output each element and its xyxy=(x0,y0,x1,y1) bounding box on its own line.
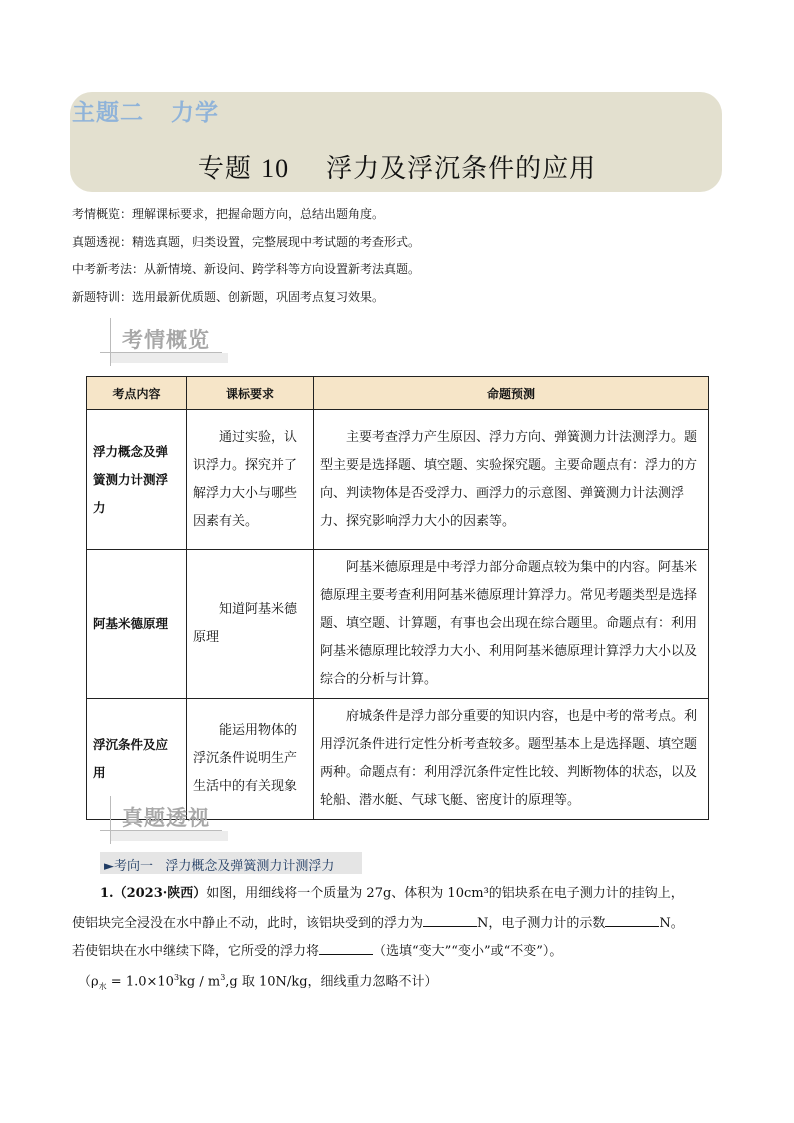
direction-label: 考向一 浮力概念及弹簧测力计测浮力 xyxy=(114,859,335,874)
answer-blank[interactable] xyxy=(319,940,373,955)
title-prefix: 专题 xyxy=(197,154,252,184)
question-text: 如图，用细线将一个质量为 27g、体积为 10cm³的铝块系在电子测力计的挂钩上， xyxy=(206,886,684,901)
question-number: 1. xyxy=(100,886,114,901)
topic-cell: 浮沉条件及应用 xyxy=(87,699,187,820)
title-main: 浮力及浮沉条件的应用 xyxy=(326,154,597,184)
prediction-cell: 府城条件是浮力部分重要的知识内容，也是中考的常考点。利用浮沉条件进行定性分析考查较多。题型基本上是选择题、填空题两种。命题点有：利用浮沉条件定性比较、判断物体的状态，以及轮船、潜水艇、气球飞艇、密度计的原理等。 xyxy=(314,699,709,820)
intro-line: 真题透视：精选真题，归类设置，完整展现中考试题的考查形式。 xyxy=(72,234,421,249)
header-cell: 考点内容 xyxy=(87,377,187,410)
question-line: 使铝块完全浸没在水中静止不动，此时，该铝块受到的浮力为 N，电子测力计的示数 N。 xyxy=(72,912,684,934)
header-cell: 命题预测 xyxy=(314,377,709,410)
triangle-right-icon: ► xyxy=(104,859,114,874)
prediction-cell: 阿基米德原理是中考浮力部分命题点较为集中的内容。阿基米德原理主要考查利用阿基米德原理计算浮力。常见考题类型是选择题、填空题、计算题，有事也会出现在综合题里。命题点有：利用阿基米德原理比较浮力大小、利用阿基米德原理计算浮力大小以及综合的分析与计算。 xyxy=(314,550,709,699)
intro-block xyxy=(72,204,420,314)
page-title xyxy=(0,148,794,185)
intro-line: 中考新考法：从新情境、新设问、跨学科等方向设置新考法真题。 xyxy=(72,262,421,276)
table-row xyxy=(87,550,709,699)
direction-bar xyxy=(100,852,362,874)
prediction-cell: 主要考查浮力产生原因、浮力方向、弹簧测力计法测浮力。题型主要是选择题、填空题、实验探究题。主要命题点有：浮力的方向、判读物体是否受浮力、画浮力的示意图、弹簧测力计法测浮力、探究影响浮力大小的因素等。 xyxy=(314,410,709,550)
topic-cell: 浮力概念及弹簧测力计测浮力 xyxy=(87,410,187,550)
standard-cell: 知道阿基米德原理 xyxy=(187,550,314,699)
answer-blank[interactable] xyxy=(423,912,477,927)
question-line xyxy=(100,884,684,904)
standard-cell: 通过实验，认识浮力。探究并了解浮力大小与哪些因素有关。 xyxy=(187,410,314,550)
section-title: 考情概览 xyxy=(122,328,210,352)
intro-line: 新题特训：选用最新优质题、创新题，巩固考点复习效果。 xyxy=(72,289,385,304)
question-note: （$\rho_水 = 1.0\times 10^3kg / m^3,g$ 取 10N/kg，细线重力忽略不计） xyxy=(78,973,438,991)
table-row xyxy=(87,410,709,550)
section-title: 真题透视 xyxy=(122,806,210,830)
table-header-row xyxy=(87,377,709,410)
topic-cell: 阿基米德原理 xyxy=(87,550,187,699)
answer-blank[interactable] xyxy=(605,912,659,927)
section-heading-real-questions xyxy=(100,796,230,852)
section-heading-overview xyxy=(100,318,230,374)
intro-line: 考情概览：理解课标要求，把握命题方向，总结出题角度。 xyxy=(72,207,385,221)
exam-overview-table xyxy=(86,376,709,820)
theme-label: 主题二 力学 xyxy=(72,100,220,126)
standard-cell: 能运用物体的浮沉条件说明生产生活中的有关现象 xyxy=(187,699,314,820)
question-line: 若使铝块在水中继续下降，它所受的浮力将 （选填“变大”“变小”或“不变”）。 xyxy=(72,940,562,962)
title-code: 10 xyxy=(261,154,290,183)
header-cell: 课标要求 xyxy=(187,377,314,410)
question-source: （2023·陕西） xyxy=(113,886,207,901)
